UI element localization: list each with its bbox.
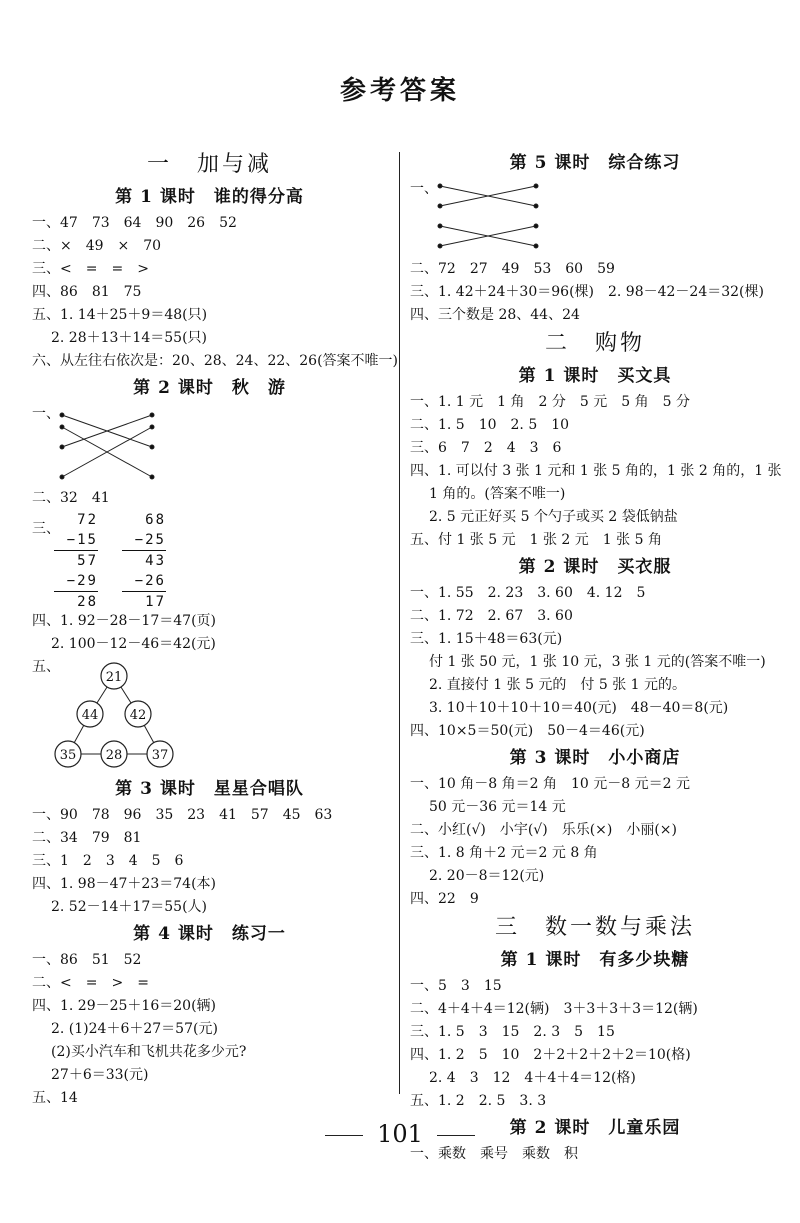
calc-digit: 43	[145, 553, 166, 569]
matching-lines-diagram	[432, 180, 562, 260]
answer-line: 27＋6＝33(元)	[51, 1067, 149, 1083]
circle-number: 37	[151, 748, 169, 763]
answer-line: 三、1 2 3 4 5 6	[32, 853, 184, 869]
answer-line: 四、1. 29－25＋16＝20(辆)	[32, 998, 216, 1014]
chapter-heading: 二 购物	[544, 331, 645, 356]
lesson-heading: 第 3 课时 星星合唱队	[115, 779, 304, 799]
number-triangle-figure	[32, 656, 387, 774]
matching-lines-diagram	[54, 405, 184, 489]
answer-line: 二、× 49 × 70	[32, 238, 162, 254]
calc-digit: 68	[145, 512, 166, 528]
footer-dash	[325, 1135, 363, 1136]
answer-line: 三、< = = >	[32, 261, 149, 277]
answer-line: 3. 10＋10＋10＋10＝40(元) 48－40＝8(元)	[429, 700, 729, 716]
answer-line: 四、10×5＝50(元) 50－4＝46(元)	[410, 723, 645, 739]
answer-line: 四、86 81 75	[32, 284, 142, 300]
calc-digit: 17	[145, 594, 166, 610]
calc-digit: −29	[54, 571, 98, 592]
answer-line: 二、< = > =	[32, 975, 149, 991]
lesson-heading: 第 2 课时 儿童乐园	[509, 1118, 681, 1138]
calc-digit: −26	[122, 571, 166, 592]
answer-line: 一、1. 1 元 1 角 2 分 5 元 5 角 5 分	[410, 394, 690, 410]
answer-line: 2. 28＋13＋14＝55(只)	[51, 330, 207, 346]
answer-line: 一、90 78 96 35 23 41 57 45 63	[32, 807, 333, 823]
lesson-heading: 第 1 课时 谁的得分高	[115, 187, 304, 207]
lesson-heading: 第 2 课时 秋 游	[133, 378, 286, 398]
question-label: 一、	[32, 406, 60, 422]
answer-line: 2. (1)24＋6＋27＝57(元)	[51, 1021, 218, 1037]
answer-line: 2. 5 元正好买 5 个勺子或买 2 袋低钠盐	[429, 509, 678, 525]
answer-line: (2)买小汽车和飞机共花多少元?	[51, 1044, 247, 1060]
circle-number: 42	[129, 708, 147, 723]
answer-line: 四、22 9	[410, 891, 479, 907]
answer-line: 二、32 41	[32, 490, 110, 506]
answer-line: 六、从左往右依次是：20、28、24、22、26(答案不唯一)	[32, 353, 398, 369]
answer-line: 三、6 7 2 4 3 6	[410, 440, 562, 456]
number-triangle-diagram	[54, 656, 194, 774]
answer-line: 五、1. 14＋25＋9＝48(只)	[32, 307, 208, 323]
answer-line: 二、4＋4＋4＝12(辆) 3＋3＋3＋3＝12(辆)	[410, 1001, 698, 1017]
answer-line: 四、1. 2 5 10 2＋2＋2＋2＋2＝10(格)	[410, 1047, 691, 1063]
right-column	[410, 148, 780, 1166]
answer-line: 一、47 73 64 90 26 52	[32, 215, 237, 231]
circle-number: 21	[105, 670, 123, 685]
calc-digit: 57	[77, 553, 98, 569]
answer-line: 四、1. 98－47＋23＝74(本)	[32, 876, 216, 892]
answer-line: 二、72 27 49 53 60 59	[410, 261, 615, 277]
vertical-calc-2	[122, 510, 166, 612]
answer-line: 二、1. 72 2. 67 3. 60	[410, 608, 573, 624]
answer-line: 2. 20－8＝12(元)	[429, 868, 545, 884]
circle-number: 35	[59, 748, 77, 763]
vertical-calculations	[32, 510, 387, 610]
lesson-heading: 第 1 课时 买文具	[518, 366, 672, 386]
answer-line: 四、三个数是 28、44、24	[410, 307, 580, 323]
lesson-heading: 第 4 课时 练习一	[133, 924, 286, 944]
calc-digit: −25	[122, 530, 166, 551]
circle-number: 44	[81, 708, 99, 723]
answer-line: 三、1. 15＋48＝63(元)	[410, 631, 563, 647]
circle-number: 28	[105, 748, 123, 763]
question-label: 三、	[32, 521, 60, 537]
answer-line: 二、小红(√) 小宇(√) 乐乐(×) 小丽(×)	[410, 822, 677, 838]
left-column	[32, 148, 398, 1110]
matching-figure	[410, 178, 780, 258]
answer-line: 1 角的。(答案不唯一)	[429, 486, 566, 502]
lesson-heading: 第 2 课时 买衣服	[518, 557, 672, 577]
answer-line: 2. 4 3 12 4＋4＋4＝12(格)	[429, 1070, 636, 1086]
chapter-heading: 三 数一数与乘法	[494, 915, 695, 940]
answer-line: 一、乘数 乘号 乘数 积	[410, 1146, 578, 1162]
answer-line: 三、1. 42＋24＋30＝96(棵) 2. 98－42－24＝32(棵)	[410, 284, 764, 300]
answer-line: 一、10 角－8 角＝2 角 10 元－8 元＝2 元	[410, 776, 690, 792]
lesson-heading: 第 5 课时 综合练习	[509, 153, 681, 173]
answer-line: 付 1 张 50 元，1 张 10 元，3 张 1 元的(答案不唯一)	[429, 654, 766, 670]
page-footer	[0, 1120, 800, 1148]
answer-line: 四、1. 92－28－17＝47(页)	[32, 613, 216, 629]
answer-line: 三、1. 5 3 15 2. 3 5 15	[410, 1024, 615, 1040]
answer-line: 五、14	[32, 1090, 78, 1106]
page-title: 参考答案	[339, 76, 460, 106]
answer-line: 一、5 3 15	[410, 978, 502, 994]
matching-figure	[32, 403, 387, 487]
answer-line: 二、1. 5 10 2. 5 10	[410, 417, 570, 433]
answer-line: 一、1. 55 2. 23 3. 60 4. 12 5	[410, 585, 646, 601]
chapter-heading: 一 加与减	[146, 152, 272, 177]
footer-dash	[437, 1135, 475, 1136]
column-divider	[399, 152, 400, 1094]
answer-line: 2. 52－14＋17＝55(人)	[51, 899, 207, 915]
answer-line: 2. 100－12－46＝42(元)	[51, 636, 216, 652]
calc-digit: −15	[54, 530, 98, 551]
answer-line: 五、1. 2 2. 5 3. 3	[410, 1093, 547, 1109]
answer-line: 50 元－36 元＝14 元	[429, 799, 566, 815]
answer-line: 2. 直接付 1 张 5 元的 付 5 张 1 元的。	[429, 677, 687, 693]
answer-line: 一、86 51 52	[32, 952, 142, 968]
answer-line: 三、1. 8 角＋2 元＝2 元 8 角	[410, 845, 598, 861]
answer-line: 四、1. 可以付 3 张 1 元和 1 张 5 角的，1 张 2 角的，1 张	[410, 463, 782, 479]
question-label: 五、	[32, 659, 60, 675]
vertical-calc-1	[54, 510, 98, 612]
question-label: 一、	[410, 181, 438, 197]
lesson-heading: 第 1 课时 有多少块糖	[500, 950, 690, 970]
calc-digit: 28	[77, 594, 98, 610]
page-number: 101	[377, 1120, 423, 1148]
lesson-heading: 第 3 课时 小小商店	[509, 748, 681, 768]
calc-digit: 72	[77, 512, 98, 528]
answer-line: 二、34 79 81	[32, 830, 142, 846]
answer-line: 五、付 1 张 5 元 1 张 2 元 1 张 5 角	[410, 532, 662, 548]
